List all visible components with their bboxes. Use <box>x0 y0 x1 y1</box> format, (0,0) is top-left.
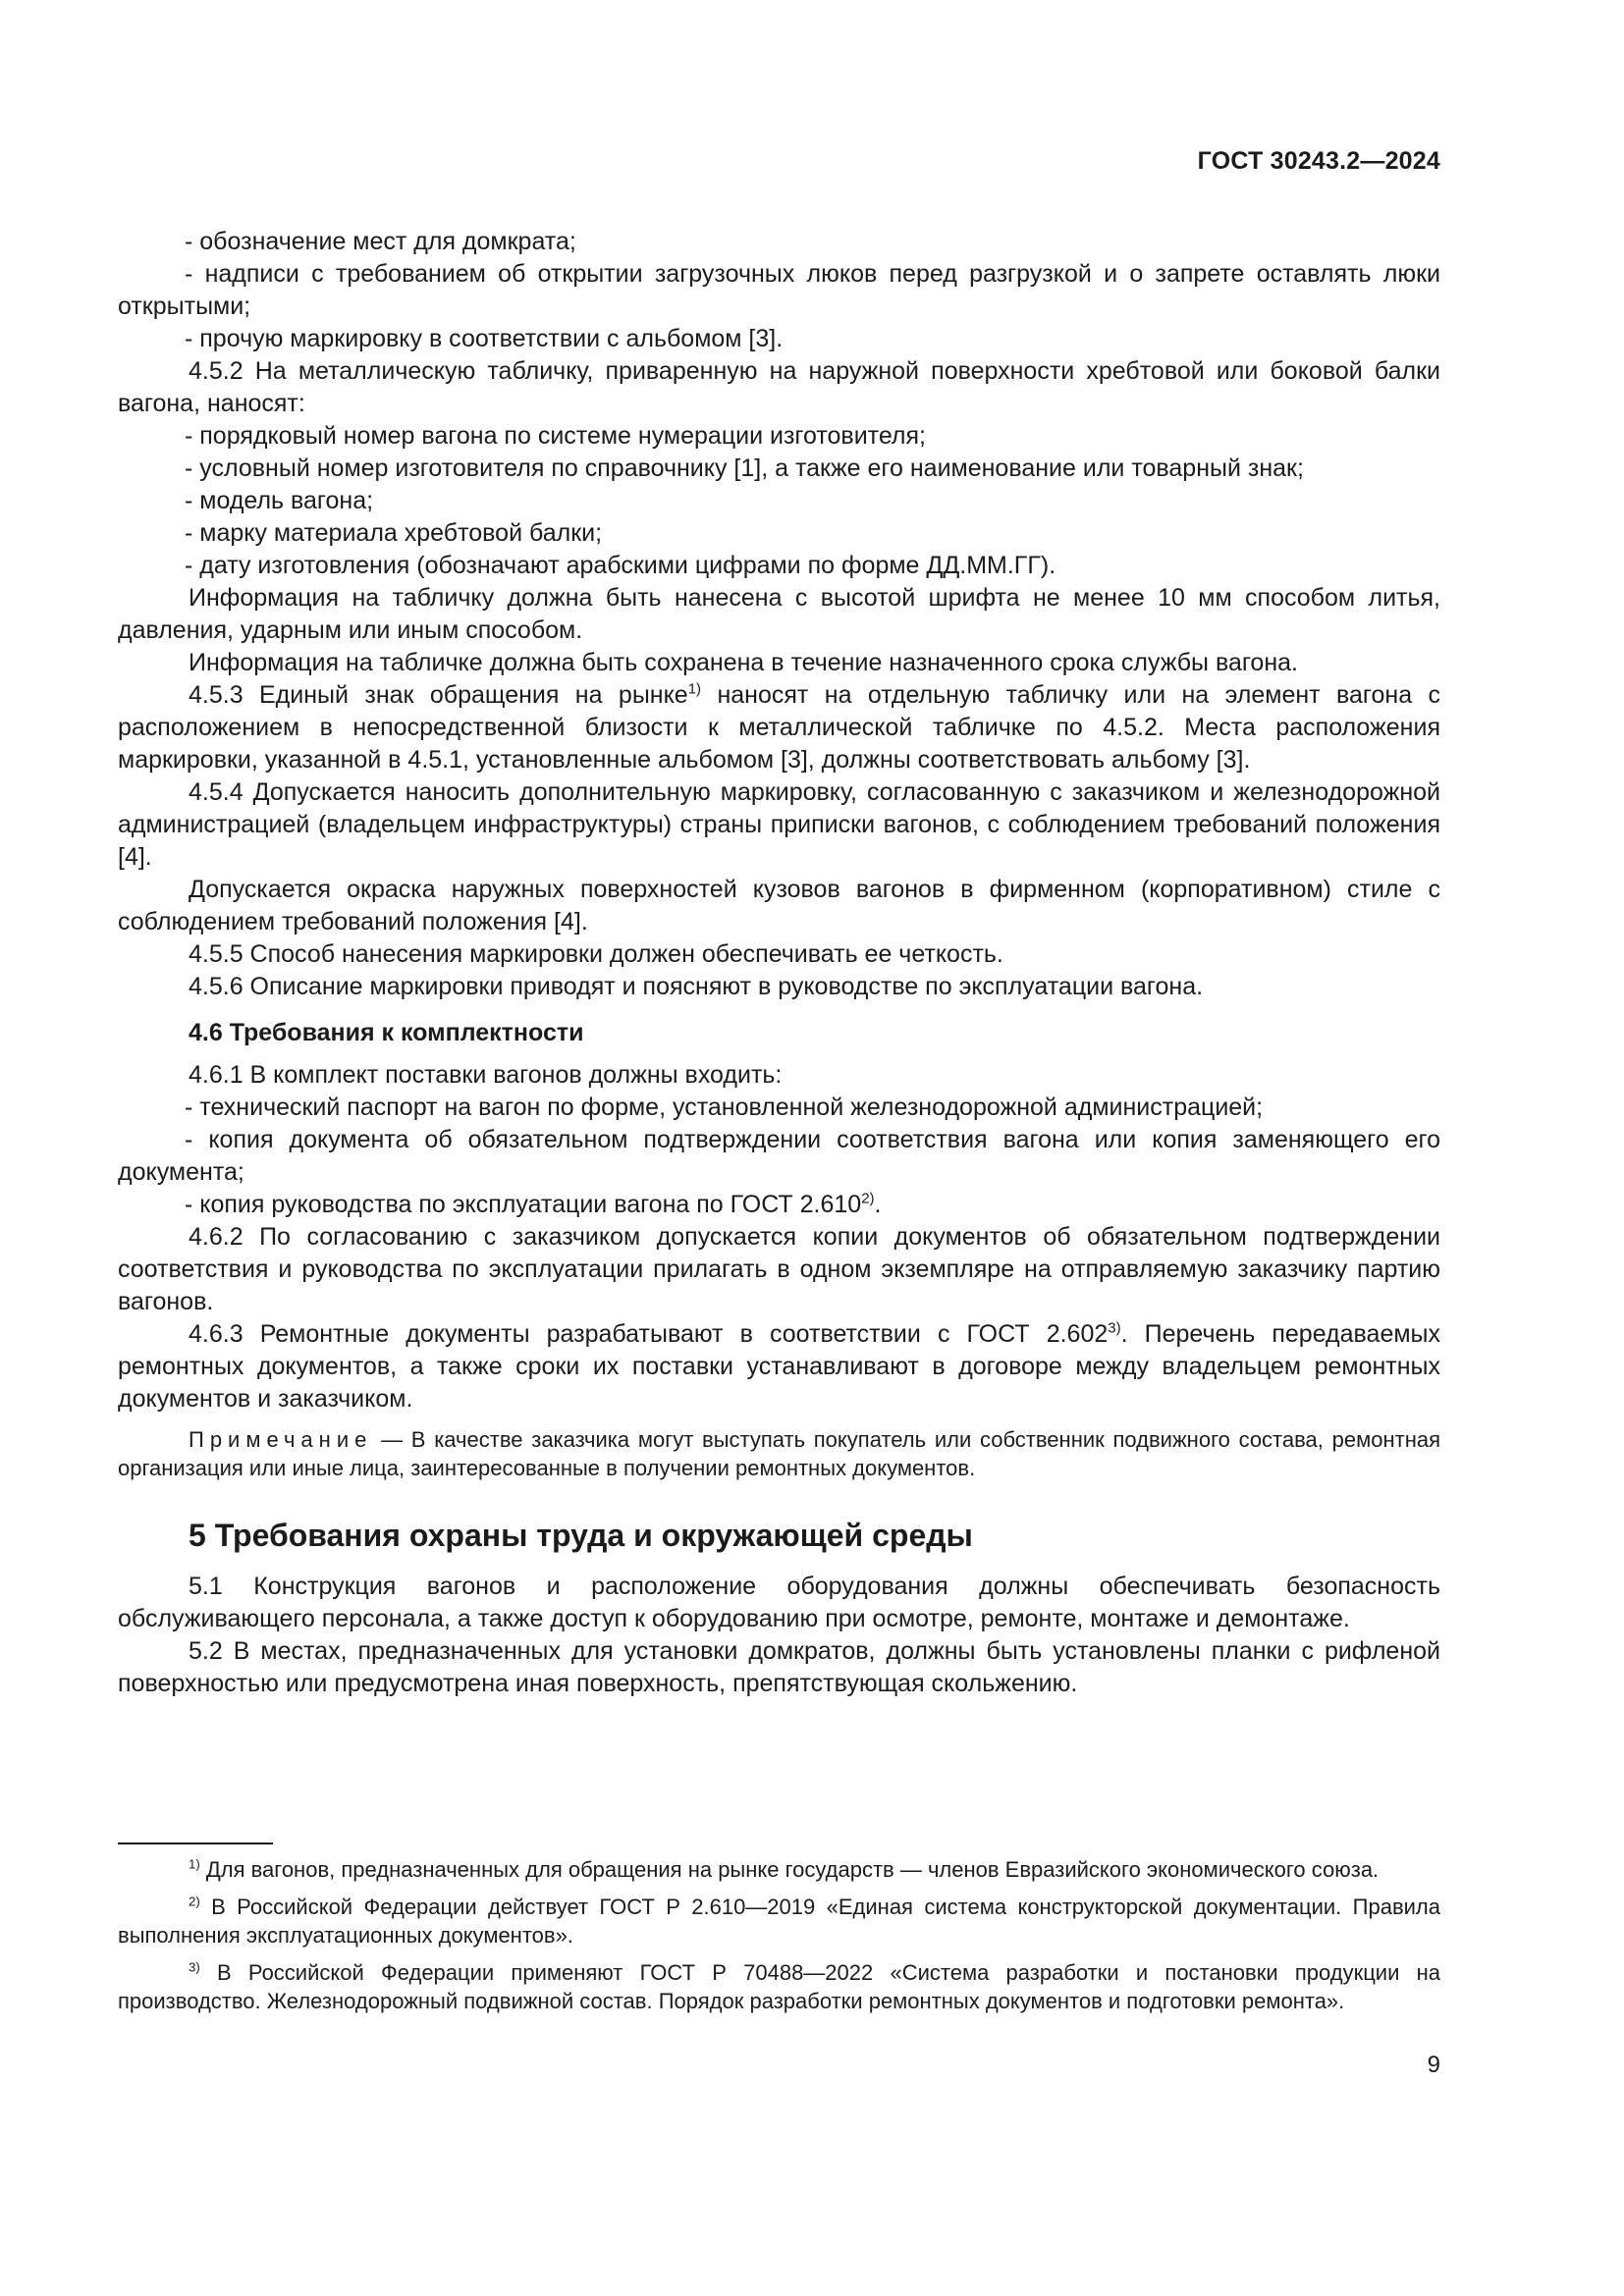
footnote-text: В Российской Федерации применяют ГОСТ Р 70488—2022 «Система разработки и постановки продукции на производство. Железнодорожный подвижной состав. Порядок разработки ремонтных документов и подготовки ремонта». <box>118 1960 1440 2013</box>
subsection-heading-4-6: 4.6 Требования к комплектности <box>189 1019 584 1046</box>
footnotes <box>118 1855 1440 2024</box>
paragraph: Допускается окраска наружных поверхностей кузовов вагонов в фирменном (корпоративном) стиле с соблюдением требований положения [4]. <box>118 876 1440 935</box>
list-item-text: . <box>874 1191 882 1218</box>
clause-4-6-3 <box>118 1318 1440 1415</box>
note-text: — В качестве заказчика могут выступать покупатель или собственник подвижного состава, ремонтная организация или иные лица, заинтересованные в получении ремонтных документов. <box>118 1427 1440 1480</box>
paragraph: Информация на табличке должна быть сохранена в течение назначенного срока службы вагона. <box>189 649 1298 676</box>
document-code-header: ГОСТ 30243.2—2024 <box>1197 147 1440 175</box>
paragraph: Информация на табличку должна быть нанесена с высотой шрифта не менее 10 мм способом литья, давления, ударным или иным способом. <box>118 584 1440 644</box>
list-item: - условный номер изготовителя по справочнику [1], а также его наименование или товарный знак; <box>185 454 1304 482</box>
list-item: - обозначение мест для домкрата; <box>185 228 576 255</box>
footnote-text: Для вагонов, предназначенных для обращения на рынке государств — членов Евразийского экономического союза. <box>199 1857 1380 1882</box>
footnote-ref: 3) <box>1108 1319 1121 1337</box>
clause-4-6-2: 4.6.2 По согласованию с заказчиком допускается копии документов об обязательном подтверждении соответствия и руководства по эксплуатации прилагать в одном экземпляре на отправляемую заказчику партию вагонов. <box>118 1223 1440 1315</box>
note-label: Примечание <box>189 1427 373 1452</box>
page-number: 9 <box>1427 2052 1440 2078</box>
clause-5-1: 5.1 Конструкция вагонов и расположение оборудования должны обеспечивать безопасность обслуживающего персонала, а также доступ к оборудованию при осмотре, ремонте, монтаже и демонтаже. <box>118 1573 1440 1632</box>
note <box>118 1425 1440 1482</box>
list-item: - модель вагона; <box>185 487 374 514</box>
document-body <box>118 226 1440 1700</box>
clause-4-5-3 <box>118 679 1440 776</box>
footnote <box>118 1855 1440 1884</box>
list-item: - копия документа об обязательном подтверждении соответствия вагона или копия заменяющего его документа; <box>118 1126 1440 1186</box>
footnote-ref: 1) <box>687 680 702 698</box>
list-item-text: - копия руководства по эксплуатации вагона по ГОСТ 2.610 <box>185 1191 862 1218</box>
clause-text: 4.6.3 Ремонтные документы разрабатывают в соответствии с ГОСТ 2.602 <box>189 1320 1109 1348</box>
clause-4-5-2: 4.5.2 На металлическую табличку, приваренную на наружной поверхности хребтовой или боковой балки вагона, наносят: <box>118 357 1440 417</box>
list-item: - марку материала хребтовой балки; <box>185 519 603 547</box>
footnote-mark: 2) <box>189 1894 200 1909</box>
footnote-mark: 1) <box>189 1856 200 1872</box>
section-heading-5: 5 Требования охраны труда и окружающей среды <box>189 1518 973 1553</box>
footnote-divider <box>118 1842 273 1844</box>
clause-5-2: 5.2 В местах, предназначенных для установки домкратов, должны быть установлены планки с рифленой поверхностью или предусмотрена иная поверхность, препятствующая скольжению. <box>118 1637 1440 1697</box>
clause-text: наносят на отдельную табличку или на элемент вагона с расположением в непосредственной близости к металлической табличке по 4.5.2. Места расположения маркировки, указанной в 4.5.1, установленные альбомом [3], должны соответствовать альбому [3]. <box>118 681 1440 774</box>
list-item: - порядковый номер вагона по системе нумерации изготовителя; <box>185 422 926 450</box>
list-item: - прочую маркировку в соответствии с альбомом [3]. <box>185 325 784 352</box>
list-item <box>118 1189 1440 1221</box>
clause-text: . Перечень передаваемых ремонтных документов, а также сроки их поставки устанавливают в договоре между владельцем ремонтных документов и заказчиком. <box>118 1320 1440 1413</box>
clause-4-5-6: 4.5.6 Описание маркировки приводят и поясняют в руководстве по эксплуатации вагона. <box>189 973 1204 1000</box>
footnote-ref: 2) <box>861 1190 875 1207</box>
clause-text: 4.5.3 Единый знак обращения на рынке <box>189 681 688 709</box>
footnote-mark: 3) <box>189 1959 200 1975</box>
footnote <box>118 1958 1440 2015</box>
clause-4-5-5: 4.5.5 Способ нанесения маркировки должен обеспечивать ее четкость. <box>189 940 1003 968</box>
footnote-text: В Российской Федерации действует ГОСТ Р 2.610—2019 «Единая система конструкторской документации. Правила выполнения эксплуатационных документов». <box>118 1895 1440 1948</box>
clause-4-5-4: 4.5.4 Допускается наносить дополнительную маркировку, согласованную с заказчиком и железнодорожной администрацией (владельцем инфраструктуры) страны приписки вагонов, с соблюдением требований положения [4]. <box>118 778 1440 871</box>
footnote <box>118 1893 1440 1949</box>
list-item: - технический паспорт на вагон по форме, установленной железнодорожной администрацией; <box>185 1094 1264 1121</box>
clause-4-6-1: 4.6.1 В комплект поставки вагонов должны входить: <box>189 1061 783 1089</box>
list-item: - дату изготовления (обозначают арабскими цифрами по форме ДД.ММ.ГГ). <box>185 552 1056 579</box>
list-item: - надписи с требованием об открытии загрузочных люков перед разгрузкой и о запрете оставлять люки открытыми; <box>118 260 1440 320</box>
